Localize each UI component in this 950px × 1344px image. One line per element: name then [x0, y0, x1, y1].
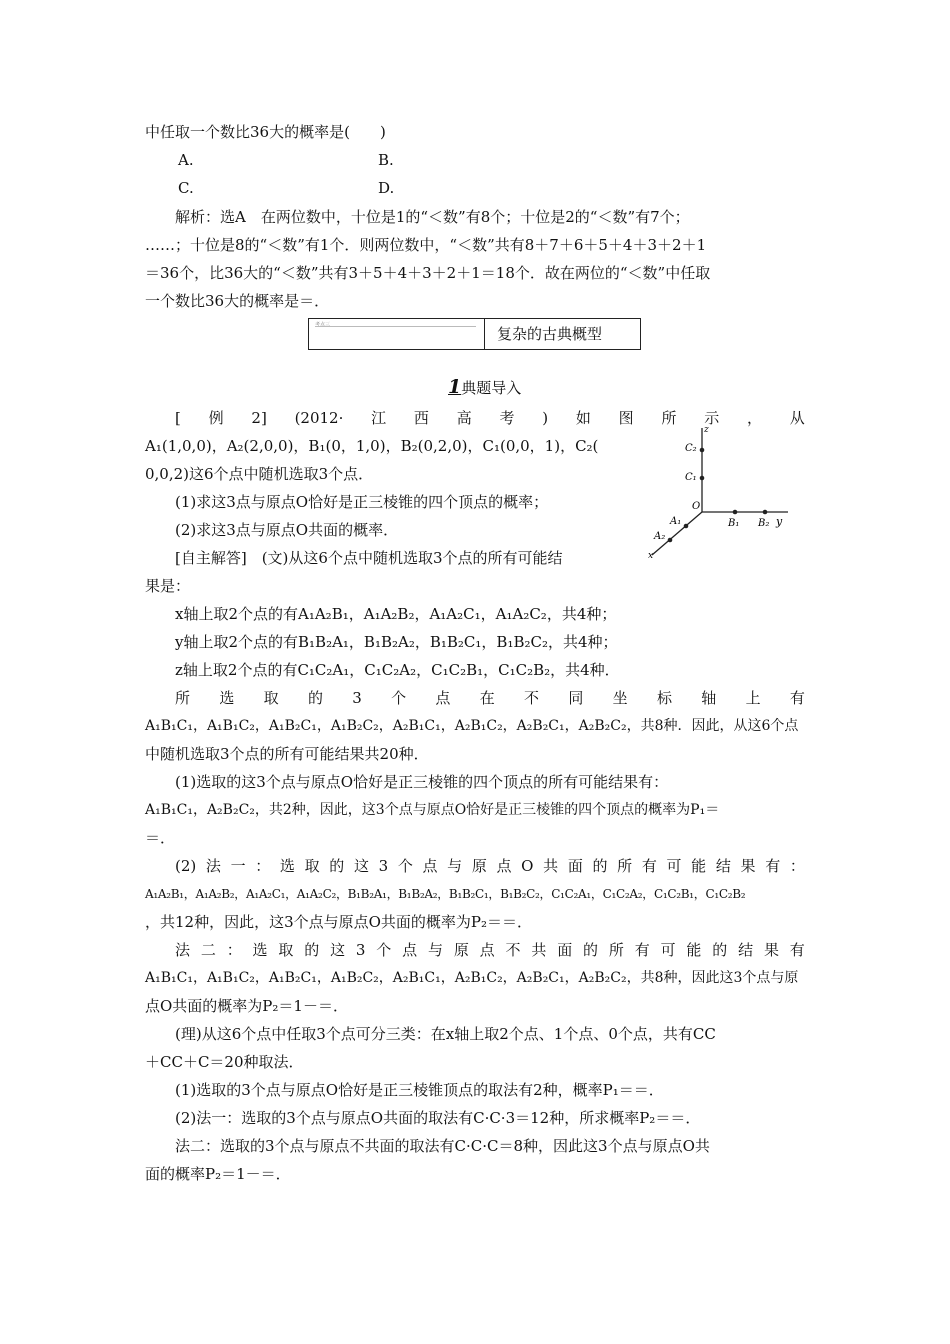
different-axes-line-2: A₁B₁C₁，A₁B₁C₂，A₁B₂C₁，A₁B₂C₂，A₂B₁C₁，A₂B₁C₂，A₂B₂C₁，A₂B₂C₂，共8种．因此，从这6个点 — [145, 718, 799, 734]
word: 选 — [219, 689, 235, 707]
word: 有 — [789, 689, 805, 707]
word: (2012· — [294, 409, 344, 427]
section-heading — [448, 377, 521, 398]
word: 的 — [592, 857, 608, 875]
z-axis-cases: z轴上取2个点的有C₁C₂A₁，C₁C₂A₂，C₁C₂B₁，C₁C₂B₂，共4种． — [175, 661, 620, 679]
solution-line-2: 果是： — [145, 577, 191, 595]
different-axes-line-1 — [175, 688, 805, 708]
label-c2: C₂ — [685, 443, 697, 454]
part1-line-2: A₁B₁C₁，A₂B₂C₂，共2种，因此，这3个点与原点O恰好是正三棱锥的四个顶点的概率为P₁＝ — [145, 802, 720, 818]
word: 示 — [704, 409, 720, 427]
method2-line-3: 点O共面的概率为P₂＝1－＝． — [145, 997, 348, 1015]
word: 能 — [686, 941, 702, 959]
method2-line-2: A₁B₁C₁，A₁B₁C₂，A₁B₂C₁，A₁B₂C₂，A₂B₁C₁，A₂B₁C₂，A₂B₂C₁，A₂B₂C₂，共8种，因此这3个点与原 — [145, 970, 799, 986]
science-line-2: ＋CC＋C＝20种取法． — [145, 1053, 304, 1071]
section-title-box — [308, 318, 641, 350]
label-c1: C₁ — [685, 472, 697, 483]
word: 所 — [608, 941, 624, 959]
word: 3 — [352, 689, 362, 707]
label-a2: A₂ — [654, 531, 666, 542]
word: 轴 — [701, 689, 717, 707]
part1-line-3: ＝． — [145, 829, 176, 847]
word: 与 — [447, 857, 463, 875]
word: 选 — [252, 941, 268, 959]
point-b1 — [733, 510, 738, 515]
part1-line-1: (1)选取的这3个点与原点O恰好是正三棱锥的四个顶点的所有可能结果有： — [175, 773, 669, 791]
word: ： — [789, 857, 805, 875]
word: ) — [542, 409, 549, 427]
label-y: y — [776, 515, 783, 528]
word: 个 — [391, 689, 407, 707]
word: [ — [175, 409, 181, 427]
point-c1 — [700, 476, 705, 481]
word: 取 — [304, 857, 320, 875]
option-a: A. — [178, 151, 194, 169]
option-b: B. — [378, 151, 394, 169]
word: 可 — [666, 857, 682, 875]
part2-line-2: A₁A₂B₁，A₁A₂B₂，A₁A₂C₁，A₁A₂C₂，B₁B₂A₁，B₁B₂A₂，B₁B₂C₁，B₁B₂C₂，C₁C₂A₁，C₁C₂A₂，C₁C₂B₁，C₁C₂B₂ — [145, 887, 746, 901]
word: 考 — [499, 409, 515, 427]
word: 江 — [371, 409, 387, 427]
label-a1: A₁ — [670, 516, 682, 527]
point-a2 — [668, 538, 673, 543]
word: 例 — [208, 409, 224, 427]
word: 上 — [745, 689, 761, 707]
word: 点 — [496, 857, 512, 875]
word: 这 — [353, 857, 369, 875]
word: 3 — [378, 857, 389, 875]
science-line-5: 法二：选取的3个点与原点不共面的取法有C·C·C＝8种，因此这3个点与原点O共 — [175, 1137, 710, 1155]
word: 图 — [618, 409, 634, 427]
coordinate-diagram — [640, 420, 800, 570]
question-2: (2)求这3点与原点O共面的概率． — [175, 521, 399, 539]
word: 点 — [422, 857, 438, 875]
word: 有 — [789, 941, 805, 959]
solution-line-1: [自主解答] (文)从这6个点中随机选取3个点的所有可能结 — [175, 549, 563, 567]
word: 面 — [557, 941, 573, 959]
word: 不 — [505, 941, 521, 959]
word: 所 — [661, 409, 677, 427]
part2-line-3: ，共12种，因此，这3个点与原点O共面的概率为P₂＝＝． — [145, 913, 533, 931]
word: 个 — [397, 857, 413, 875]
word: 所 — [175, 689, 191, 707]
science-line-6: 面的概率P₂＝1－＝． — [145, 1165, 291, 1183]
word: 原 — [453, 941, 469, 959]
word: 有 — [641, 857, 657, 875]
analysis-line-4: 一个数比36大的概率是＝． — [145, 292, 330, 310]
section-heading-text: 典题导入 — [461, 379, 522, 397]
word: 个 — [376, 941, 392, 959]
word: 原 — [471, 857, 487, 875]
point-b2 — [763, 510, 768, 515]
word: 一 — [230, 857, 246, 875]
word: 共 — [531, 941, 547, 959]
word: 结 — [715, 857, 731, 875]
word: 的 — [304, 941, 320, 959]
point-a1 — [684, 524, 689, 529]
word: 这 — [330, 941, 346, 959]
word: ， — [747, 409, 763, 427]
word: 共 — [543, 857, 559, 875]
point-c2 — [700, 448, 705, 453]
word: 所 — [617, 857, 633, 875]
analysis-line-2: ……；十位是8的“＜数”有1个．则两位数中，“＜数”共有8＋7＋6＋5＋4＋3＋2＋1 — [145, 236, 707, 254]
science-line-4: (2)法一：选取的3个点与原点O共面的取法有C·C·3＝12种，所求概率P₂＝＝． — [175, 1109, 701, 1127]
method2-line-1 — [175, 940, 805, 960]
word: 的 — [712, 941, 728, 959]
option-d: D. — [378, 179, 395, 197]
question-tail: 中任取一个数比36大的概率是( ) — [145, 123, 386, 141]
word: 能 — [691, 857, 707, 875]
label-b2: B₂ — [758, 518, 770, 529]
word: 法 — [205, 857, 221, 875]
y-axis-cases: y轴上取2个点的有B₁B₂A₁，B₁B₂A₂，B₁B₂C₁，B₁B₂C₂，共4种； — [175, 633, 618, 651]
section-tag-rule — [315, 326, 476, 327]
different-axes-line-3: 中随机选取3个点的所有可能结果共20种． — [145, 745, 429, 763]
word: 选 — [279, 857, 295, 875]
word: 不 — [524, 689, 540, 707]
word: 的 — [583, 941, 599, 959]
word: 西 — [413, 409, 429, 427]
word: 法 — [175, 941, 191, 959]
label-z: z — [704, 425, 709, 435]
word: 结 — [738, 941, 754, 959]
section-tag: 考点三 — [315, 322, 331, 328]
option-c: C. — [178, 179, 194, 197]
word: 有 — [765, 857, 781, 875]
word: 2] — [251, 409, 267, 427]
example-line-2: A₁(1,0,0)，A₂(2,0,0)，B₁(0，1,0)，B₂(0,2,0)，C₁(0,0，1)，C₂( — [145, 437, 599, 455]
word: 标 — [656, 689, 672, 707]
section-heading-number: 1 — [448, 376, 462, 398]
word: 在 — [479, 689, 495, 707]
label-o: O — [692, 501, 701, 512]
analysis-line-3: ＝36个，比36大的“＜数”共有3＋5＋4＋3＋2＋1＝18个．故在两位的“＜数”中任取 — [145, 264, 711, 282]
word: ： — [226, 941, 242, 959]
word: 取 — [278, 941, 294, 959]
analysis-line-1: 解析：选A 在两位数中，十位是1的“＜数”有8个；十位是2的“＜数”有7个； — [175, 208, 690, 226]
word: 与 — [427, 941, 443, 959]
label-b1: B₁ — [728, 518, 740, 529]
word: 如 — [575, 409, 591, 427]
word: 从 — [789, 409, 805, 427]
word: 同 — [568, 689, 584, 707]
word: 高 — [456, 409, 472, 427]
word: 二 — [200, 941, 216, 959]
word: ： — [255, 857, 271, 875]
label-x: x — [648, 551, 654, 561]
word: 取 — [263, 689, 279, 707]
word: 坐 — [612, 689, 628, 707]
part2-line-1 — [175, 856, 805, 876]
word: 点 — [435, 689, 451, 707]
word: 有 — [634, 941, 650, 959]
example-line-3: 0,0,2)这6个点中随机选取3个点． — [145, 465, 374, 483]
word: 果 — [763, 941, 779, 959]
word: 点 — [402, 941, 418, 959]
science-line-3: (1)选取的3个点与原点O恰好是正三棱锥顶点的取法有2种，概率P₁＝＝． — [175, 1081, 664, 1099]
word: 果 — [740, 857, 756, 875]
word: (2) — [175, 857, 197, 875]
word: 点 — [479, 941, 495, 959]
question-1: (1)求这3点与原点O恰好是正三棱锥的四个顶点的概率； — [175, 493, 549, 511]
word: 的 — [307, 689, 323, 707]
word: 可 — [660, 941, 676, 959]
word: O — [521, 857, 534, 875]
word: 的 — [329, 857, 345, 875]
science-line-1: (理)从这6个点中任取3个点可分三类：在x轴上取2个点、1个点、0个点，共有CC — [175, 1025, 716, 1043]
section-tag-cell — [309, 319, 485, 349]
word: 面 — [567, 857, 583, 875]
section-title: 复杂的古典概型 — [497, 325, 603, 343]
x-axis-cases: x轴上取2个点的有A₁A₂B₁，A₁A₂B₂，A₁A₂C₁，A₁A₂C₂，共4种； — [175, 605, 617, 623]
word: 3 — [355, 941, 366, 959]
